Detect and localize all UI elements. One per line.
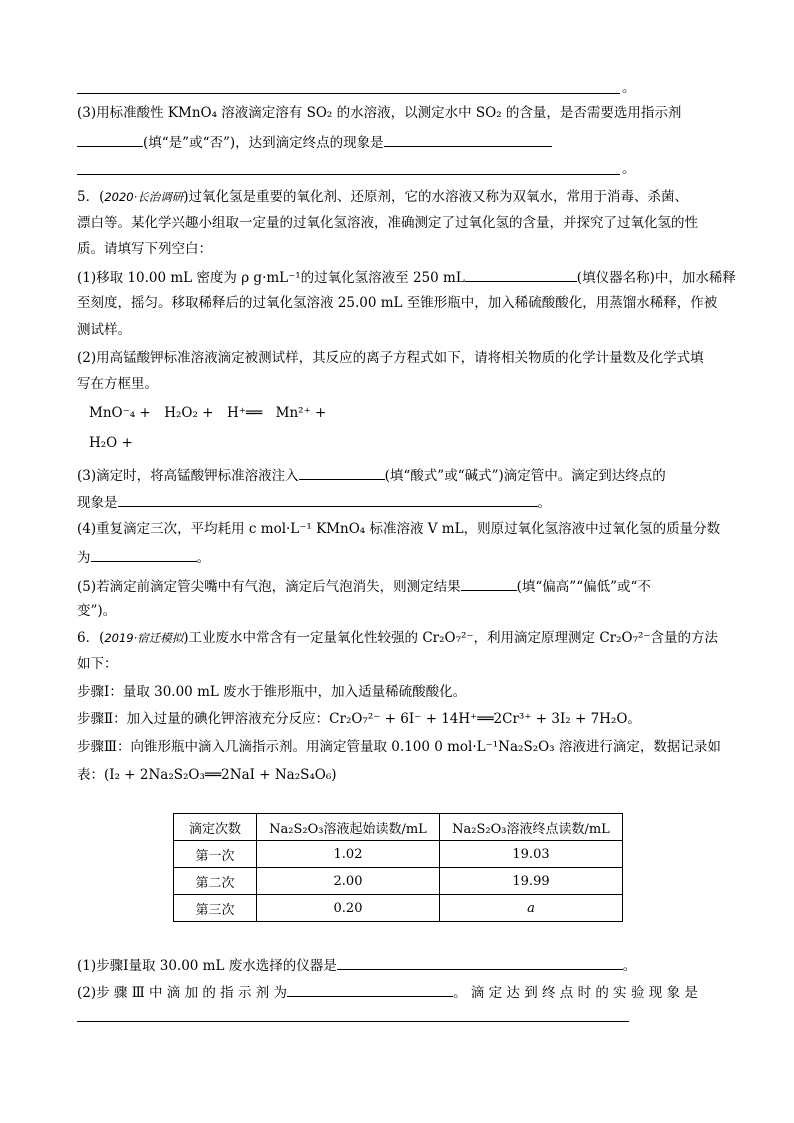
step-2: 步骤Ⅱ：加入过量的碘化钾溶液充分反应：Cr₂O₇²⁻ + 6I⁻ + 14H⁺══2Cr³⁺ + 3I₂ + 7H₂O。: [77, 711, 641, 727]
source-tag: 2020·长治调研: [104, 190, 184, 204]
step-3-cont: 表：(I₂ + 2Na₂S₂O₃══2NaI + Na₂S₄O₆): [77, 767, 337, 783]
answer-blank[interactable]: [91, 547, 197, 562]
p5-step3-cont: 现象是 。: [77, 492, 551, 512]
p5-step3: (3)滴定时，将高锰酸钾标准溶液注入 (填“酸式”或“碱式”)滴定管中。滴定到达终点的: [77, 465, 666, 485]
answer-line: [77, 1021, 629, 1022]
table-cell: 第一次: [174, 841, 257, 868]
table-cell: a: [440, 895, 623, 922]
table-cell: 第二次: [174, 868, 257, 895]
answer-blank[interactable]: [299, 465, 385, 480]
answer-blank[interactable]: [337, 955, 623, 970]
problem-5-intro-3: 质。请填写下列空白：: [77, 241, 212, 257]
table-header: Na₂S₂O₃溶液终点读数/mL: [440, 814, 623, 841]
table-row: [174, 895, 623, 922]
answer-blank[interactable]: [118, 492, 538, 507]
answer-line: [77, 174, 620, 175]
table-cell: 0.20: [257, 895, 440, 922]
problem-5-intro-2: 漂白等。某化学兴趣小组取一定量的过氧化氢溶液，准确测定了过氧化氢的含量，并探究了过氧化氢的性: [77, 215, 698, 231]
table-header: Na₂S₂O₃溶液起始读数/mL: [257, 814, 440, 841]
table-cell: 19.03: [440, 841, 623, 868]
table-row: [174, 841, 623, 868]
p5-step4: (4)重复滴定三次，平均耗用 c mol·L⁻¹ KMnO₄ 标准溶液 V mL，则原过氧化氢溶液中过氧化氢的质量分数: [77, 521, 721, 537]
p5-step4-cont: 为 。: [77, 547, 210, 567]
problem-5-intro: 5．(2020·长治调研)过氧化氢是重要的氧化剂、还原剂，它的水溶液又称为双氧水，常用于消毒、杀菌、: [77, 189, 689, 205]
answer-blank[interactable]: [287, 982, 453, 997]
problem-6-intro: 6．(2019·宿迁模拟)工业废水中常含有一定量氧化性较强的 Cr₂O₇²⁻，利用滴定原理测定 Cr₂O₇²⁻含量的方法: [77, 630, 719, 646]
answer-blank[interactable]: [465, 267, 577, 282]
step-3: 步骤Ⅲ：向锥形瓶中滴入几滴指示剂。用滴定管量取 0.100 0 mol·L⁻¹Na₂S₂O₃ 溶液进行滴定，数据记录如: [77, 739, 721, 755]
p5-step2-cont: 写在方框里。: [77, 376, 158, 392]
table-cell: 19.99: [440, 868, 623, 895]
source-tag: 2019·宿迁模拟: [104, 631, 184, 645]
period: 。: [622, 80, 636, 96]
table-header: 滴定次数: [174, 814, 257, 841]
p6-question-1: (1)步骤Ⅰ量取 30.00 mL 废水选择的仪器是 。: [77, 955, 636, 975]
answer-blank[interactable]: [77, 132, 143, 147]
table-cell: 第三次: [174, 895, 257, 922]
p5-step1-cont: 至刻度，摇匀。移取稀释后的过氧化氢溶液 25.00 mL 至锥形瓶中，加入稀硫酸酸化，用蒸馏水稀释，作被: [77, 295, 718, 311]
table-cell: 1.02: [257, 841, 440, 868]
equation-line-1: MnO⁻₄ + H₂O₂ + H⁺══ Mn²⁺ +: [89, 405, 327, 421]
p5-step1: (1)移取 10.00 mL 密度为 ρ g·mL⁻¹的过氧化氢溶液至 250 mL (填仪器名称)中，加水稀释: [77, 267, 736, 287]
problem-6-intro-2: 如下：: [77, 656, 118, 672]
question-3-text: (3)用标准酸性 KMnO₄ 溶液滴定溶有 SO₂ 的水溶液，以测定水中 SO₂ 的含量，是否需要选用指示剂: [77, 105, 682, 121]
answer-line: [77, 93, 620, 94]
answer-blank[interactable]: [384, 132, 552, 147]
equation-line-2: H₂O +: [89, 435, 133, 451]
p5-step5-cont: 变”)。: [77, 603, 117, 619]
p5-step1-cont2: 测试样。: [77, 322, 131, 338]
table-cell: 2.00: [257, 868, 440, 895]
table-header-row: [174, 814, 623, 841]
question-3-line2: (填“是”或“否”)，达到滴定终点的现象是: [77, 132, 552, 152]
period: 。: [622, 161, 636, 177]
p5-step2: (2)用高锰酸钾标准溶液滴定被测试样，其反应的离子方程式如下，请将相关物质的化学计量数及化学式填: [77, 350, 704, 366]
table-row: [174, 868, 623, 895]
p5-step5: (5)若滴定前滴定管尖嘴中有气泡，滴定后气泡消失，则测定结果 (填“偏高”“偏低”或“不: [77, 576, 651, 596]
step-1: 步骤Ⅰ：量取 30.00 mL 废水于锥形瓶中，加入适量稀硫酸酸化。: [77, 684, 467, 700]
p6-question-2: (2)步 骤 Ⅲ 中 滴 加 的 指 示 剂 为 。 滴 定 达 到 终 点 时 的 实 验 现 象 是: [77, 982, 698, 1002]
data-table: [173, 813, 623, 922]
answer-blank[interactable]: [461, 576, 517, 591]
